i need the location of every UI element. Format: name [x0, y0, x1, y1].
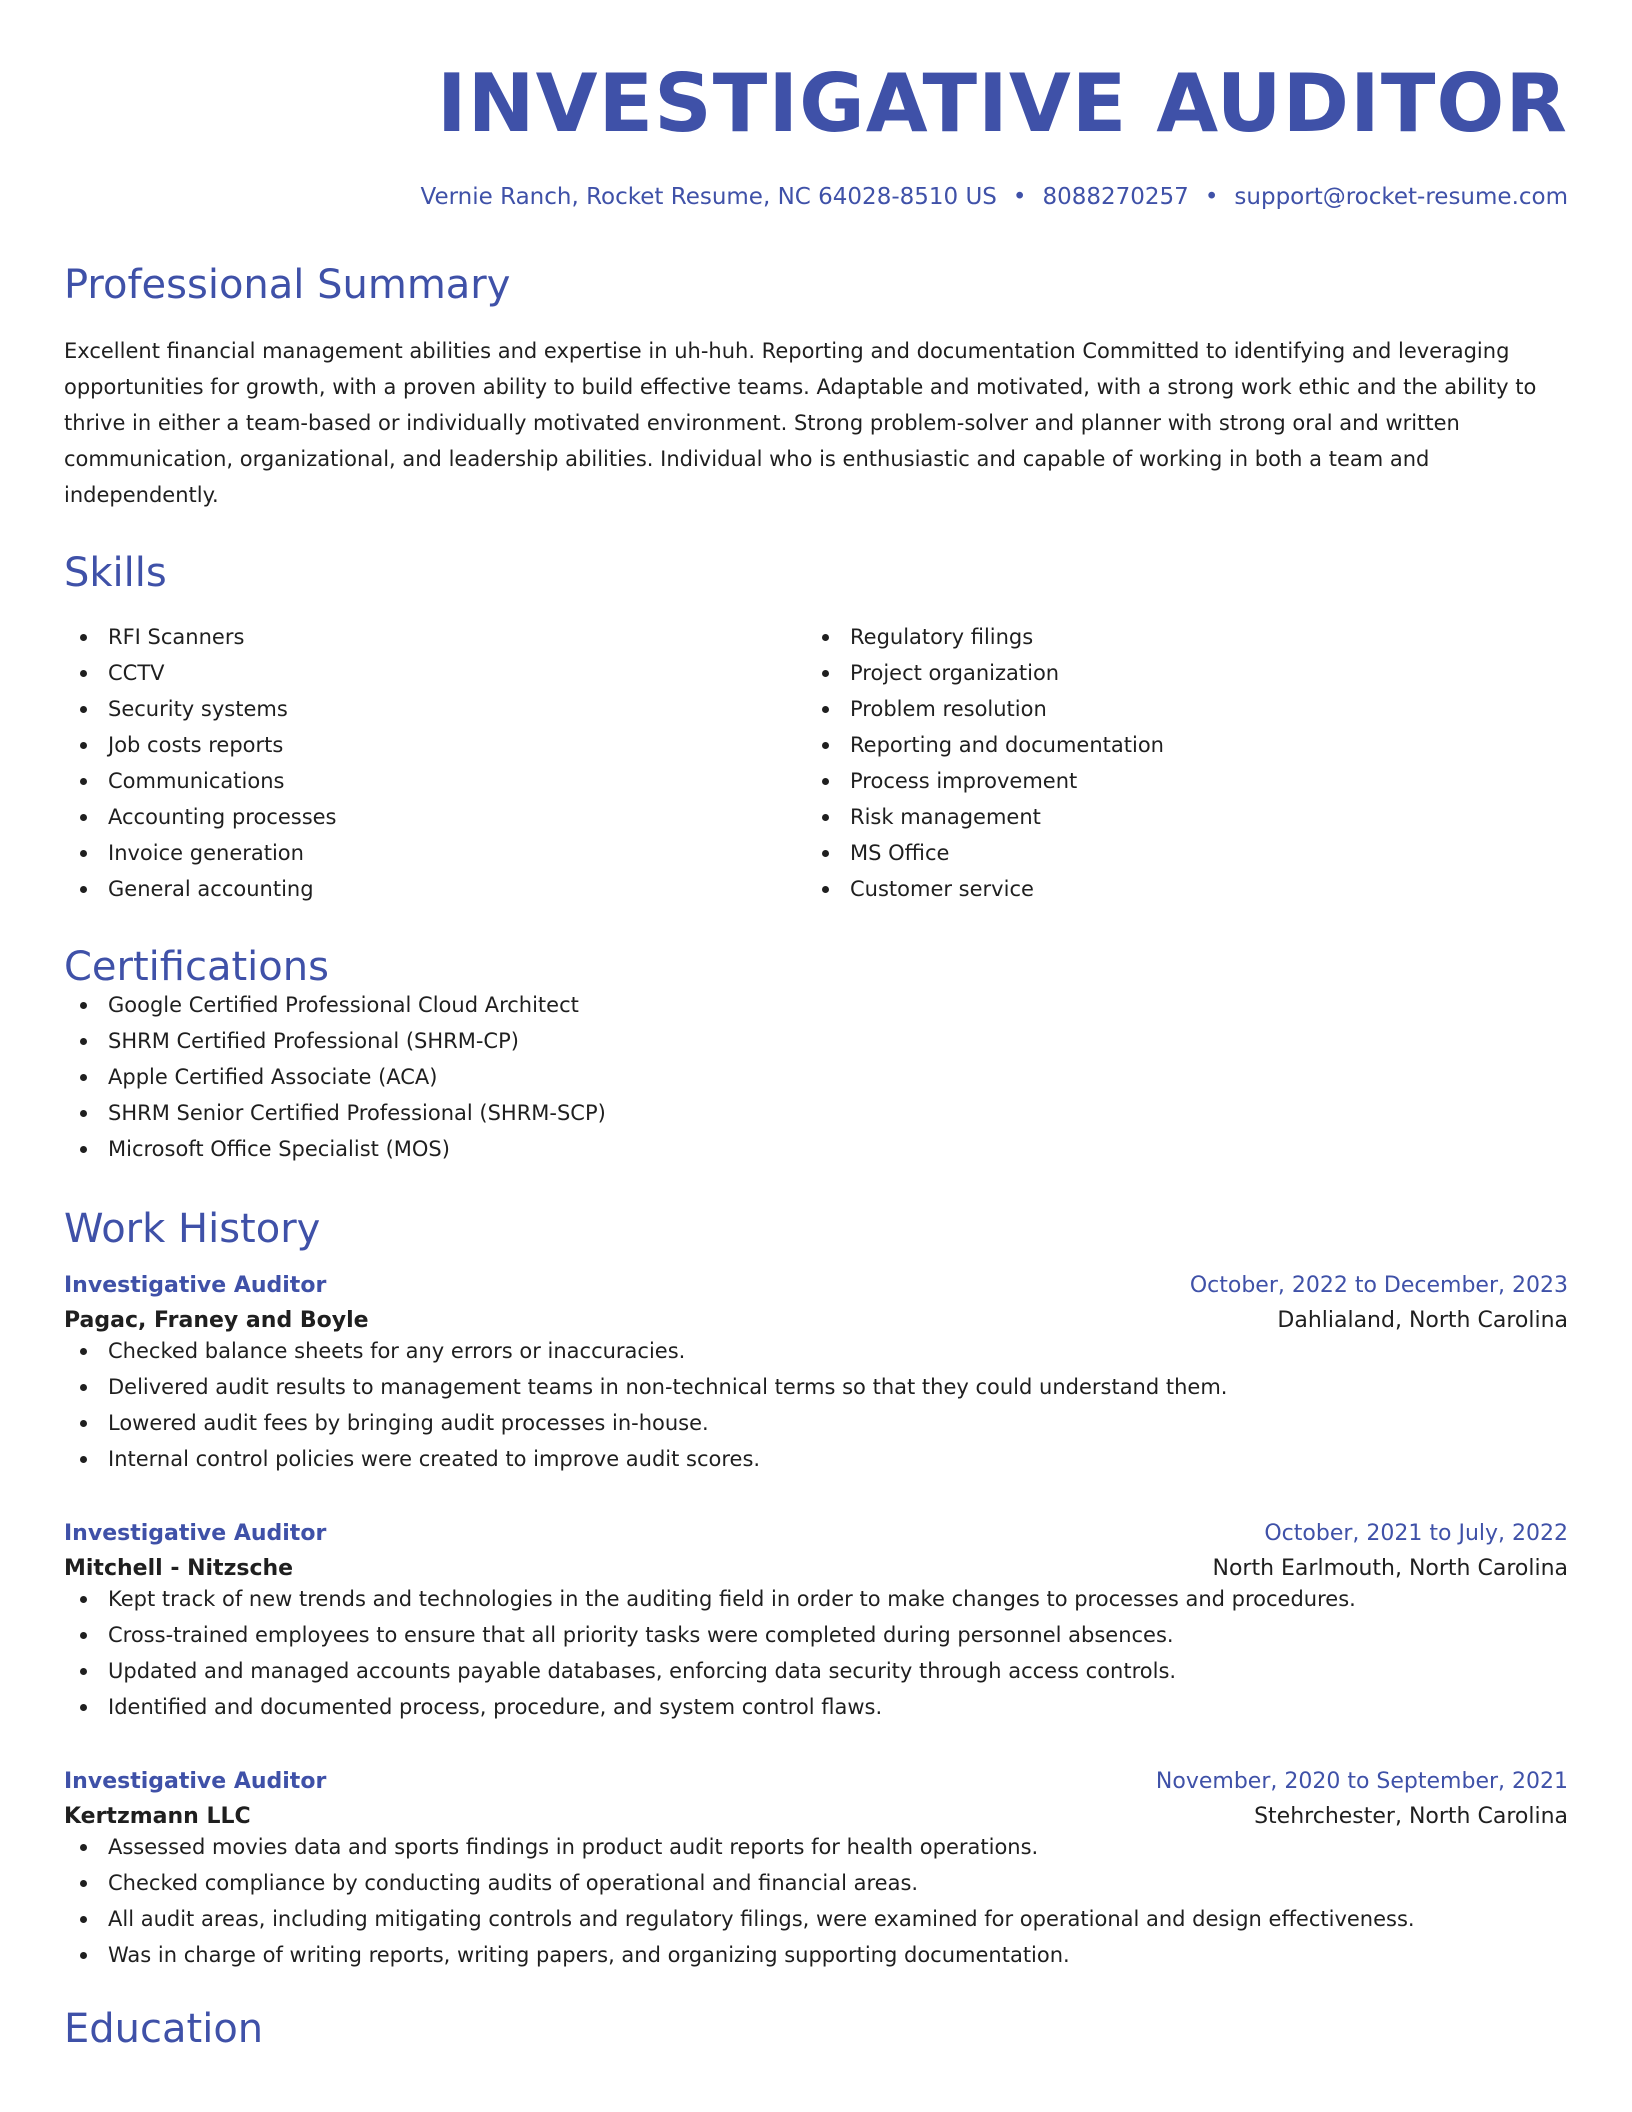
skills-grid	[64, 619, 1568, 907]
job-location: Stehrchester, North Carolina	[1254, 1804, 1568, 1829]
summary-heading: Professional Summary	[64, 262, 511, 308]
contact-email[interactable]: support@rocket-resume.com	[1234, 184, 1568, 210]
skill-item: Problem resolution	[806, 691, 1548, 727]
certification-item: SHRM Certified Professional (SHRM-CP)	[64, 1023, 1568, 1059]
skills-column-left	[64, 619, 806, 907]
skill-item: General accounting	[64, 871, 806, 907]
job-bullet: All audit areas, including mitigating controls and regulatory filings, were examined for operational and design effectiveness.	[64, 1901, 1568, 1937]
job-dates: October, 2021 to July, 2022	[1264, 1521, 1568, 1546]
contact-separator: •	[1204, 184, 1219, 210]
skills-list-left	[64, 619, 806, 907]
job-subheader	[64, 1556, 1568, 1581]
job-entry	[64, 1273, 1568, 1477]
job-bullet: Was in charge of writing reports, writing papers, and organizing supporting documentation.	[64, 1937, 1568, 1973]
job-bullets	[64, 1829, 1568, 1973]
skill-item: Process improvement	[806, 763, 1548, 799]
job-entry	[64, 1769, 1568, 1973]
job-bullet: Identified and documented process, procedure, and system control flaws.	[64, 1689, 1568, 1725]
skill-item: Risk management	[806, 799, 1548, 835]
certification-item: Microsoft Office Specialist (MOS)	[64, 1131, 1568, 1167]
job-title: Investigative Auditor	[64, 1769, 327, 1794]
skill-item: Regulatory filings	[806, 619, 1548, 655]
job-bullet: Lowered audit fees by bringing audit processes in-house.	[64, 1405, 1568, 1441]
job-bullets	[64, 1581, 1568, 1725]
skill-item: Job costs reports	[64, 727, 806, 763]
job-bullet: Assessed movies data and sports findings in product audit reports for health operations.	[64, 1829, 1568, 1865]
skill-item: Communications	[64, 763, 806, 799]
skill-item: Reporting and documentation	[806, 727, 1548, 763]
work-history-heading: Work History	[64, 1206, 321, 1252]
job-bullets	[64, 1333, 1568, 1477]
skills-column-right	[806, 619, 1548, 907]
skills-list-right	[806, 619, 1548, 907]
job-title: Investigative Auditor	[64, 1521, 327, 1546]
job-location: North Earlmouth, North Carolina	[1212, 1556, 1568, 1581]
job-bullet: Checked compliance by conducting audits of operational and financial areas.	[64, 1865, 1568, 1901]
job-dates: November, 2020 to September, 2021	[1155, 1769, 1568, 1794]
job-company: Pagac, Franey and Boyle	[64, 1308, 369, 1333]
job-title: Investigative Auditor	[64, 1273, 327, 1298]
job-bullet: Kept track of new trends and technologies in the auditing field in order to make changes to processes and procedures.	[64, 1581, 1568, 1617]
job-header	[64, 1769, 1568, 1794]
job-location: Dahlialand, North Carolina	[1277, 1308, 1568, 1333]
contact-separator: •	[1012, 184, 1027, 210]
skill-item: Security systems	[64, 691, 806, 727]
skill-item: Customer service	[806, 871, 1548, 907]
certification-item: SHRM Senior Certified Professional (SHRM-SCP)	[64, 1095, 1568, 1131]
certifications-list	[64, 987, 1568, 1167]
summary-text: Excellent financial management abilities and expertise in uh-huh. Reporting and documentation Committed to identifying and leveraging opportunities for growth, with a proven ability to build effective teams. Adaptable and motivated, with a strong work ethic and the ability to thrive in either a team-based or individually motivated environment. Strong problem-solver and planner with strong oral and written communication, organizational, and leadership abilities. Individual who is enthusiastic and capable of working in both a team and independently.	[64, 339, 1537, 507]
job-subheader	[64, 1804, 1568, 1829]
certification-item: Google Certified Professional Cloud Architect	[64, 987, 1568, 1023]
skill-item: RFI Scanners	[64, 619, 806, 655]
job-bullet: Cross-trained employees to ensure that all priority tasks were completed during personnel absences.	[64, 1617, 1568, 1653]
job-entry	[64, 1521, 1568, 1725]
skill-item: MS Office	[806, 835, 1548, 871]
skill-item: Accounting processes	[64, 799, 806, 835]
job-dates: October, 2022 to December, 2023	[1189, 1273, 1568, 1298]
job-bullet: Checked balance sheets for any errors or inaccuracies.	[64, 1333, 1568, 1369]
job-bullet: Delivered audit results to management teams in non-technical terms so that they could understand them.	[64, 1369, 1568, 1405]
skill-item: Project organization	[806, 655, 1548, 691]
skills-heading: Skills	[64, 550, 167, 596]
job-header	[64, 1273, 1568, 1298]
job-bullet: Internal control policies were created to improve audit scores.	[64, 1441, 1568, 1477]
job-bullet: Updated and managed accounts payable databases, enforcing data security through access controls.	[64, 1653, 1568, 1689]
certifications-heading: Certifications	[64, 944, 329, 990]
skill-item: CCTV	[64, 655, 806, 691]
contact-phone: 8088270257	[1042, 184, 1189, 210]
job-header	[64, 1521, 1568, 1546]
contact-address: Vernie Ranch, Rocket Resume, NC 64028-8510 US	[420, 184, 997, 210]
job-subheader	[64, 1308, 1568, 1333]
contact-line	[64, 186, 1568, 209]
job-company: Kertzmann LLC	[64, 1804, 251, 1829]
resume-page	[64, 0, 1568, 2052]
resume-name: INVESTIGATIVE AUDITOR	[436, 57, 1568, 150]
certification-item: Apple Certified Associate (ACA)	[64, 1059, 1568, 1095]
education-heading: Education	[64, 2006, 264, 2052]
job-company: Mitchell - Nitzsche	[64, 1556, 294, 1581]
skill-item: Invoice generation	[64, 835, 806, 871]
